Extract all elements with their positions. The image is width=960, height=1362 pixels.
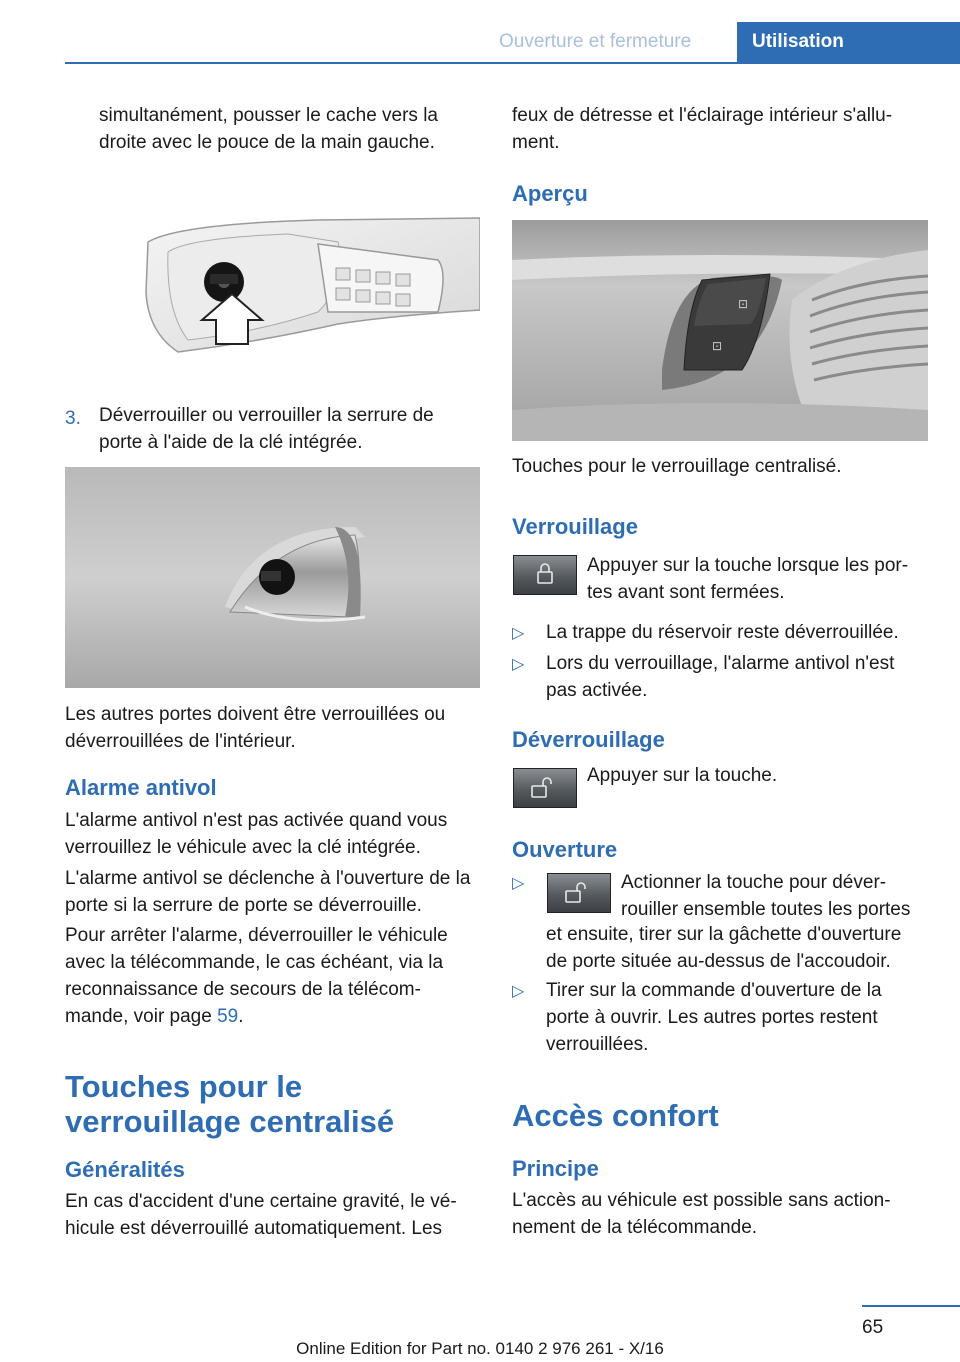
- comfort-access-heading: Accès confort: [512, 1098, 719, 1133]
- bullet-triangle-icon: ▷: [512, 875, 525, 892]
- opening-heading: Ouverture: [512, 837, 618, 862]
- central-locking-buttons-photo: [512, 220, 928, 441]
- general-paragraph: En cas d'accident d'une certaine gravité, le véhicule est déverrouillé automatiquement. Les: [65, 1191, 457, 1239]
- header-rule: [65, 62, 960, 64]
- hazard-lights-paragraph: feux de détresse et l'éclairage intérieur s'allument.: [512, 105, 893, 153]
- step-number: 3.: [65, 408, 81, 429]
- page-number: 65: [862, 1317, 884, 1338]
- opening-bullet-2: Tirer sur la commande d'ouverture de la porte à ouvrir. Les autres portes restent verrouillées.: [546, 980, 882, 1055]
- alarm-paragraph-2: L'alarme antivol se déclenche à l'ouverture de la porte si la serrure de porte se déverrouille.: [65, 868, 471, 916]
- opening-bullet-1-rest: et ensuite, tirer sur la gâchette d'ouverture de porte située au-dessus de l'accoudoir.: [546, 924, 902, 972]
- intro-paragraph: simultanément, pousser le cache vers la droite avec le pouce de la main gauche.: [99, 105, 438, 153]
- alarm-paragraph-1: L'alarme antivol n'est pas activée quand vous verrouillez le véhicule avec la clé intégrée.: [65, 810, 448, 858]
- header-tab-label: Utilisation: [752, 31, 844, 52]
- key-cover-photo: [138, 212, 480, 374]
- footer-rule: [862, 1305, 960, 1307]
- locking-heading: Verrouillage: [512, 514, 638, 539]
- unlock-button-icon: [513, 768, 577, 808]
- locking-bullet-1: La trappe du réservoir reste déverrouillée.: [546, 622, 899, 643]
- svg-text:⊡: ⊡: [738, 297, 749, 311]
- door-handle-illustration: [65, 467, 480, 688]
- header-section-title: Ouverture et fermeture: [499, 31, 692, 52]
- alarm-paragraph-3-end: .: [238, 1006, 244, 1027]
- key-cover-illustration: [138, 212, 480, 374]
- page-link[interactable]: 59: [217, 1006, 239, 1027]
- footer-edition: Online Edition for Part no. 0140 2 976 261 - X/16: [296, 1339, 664, 1358]
- alarm-paragraph-3-text: Pour arrêter l'alarme, déverrouiller le véhicule avec la télécommande, le cas échéant, via la reconnaissance de secours de la télécommande, voir page: [65, 925, 448, 1027]
- svg-text:⊡: ⊡: [712, 339, 723, 353]
- bullet-triangle-icon: ▷: [512, 625, 525, 642]
- central-locking-heading: Touches pour le verrouillage centralisé: [65, 1069, 395, 1139]
- unlocking-heading: Déverrouillage: [512, 727, 665, 752]
- alarm-heading: Alarme antivol: [65, 775, 217, 800]
- general-heading: Généralités: [65, 1157, 185, 1182]
- other-doors-paragraph: Les autres portes doivent être verrouillées ou déverrouillées de l'intérieur.: [65, 704, 446, 752]
- unlocking-text: Appuyer sur la touche.: [587, 765, 778, 786]
- header-tab[interactable]: [737, 22, 960, 62]
- lock-button-icon: [513, 555, 577, 595]
- alarm-paragraph-3: [65, 922, 475, 1030]
- door-panel-illustration: [512, 220, 928, 441]
- door-handle-lock-photo: [65, 467, 480, 688]
- locking-bullet-2: Lors du verrouillage, l'alarme antivol n'est pas activée.: [546, 653, 895, 701]
- overview-heading: Aperçu: [512, 181, 588, 206]
- principle-heading: Principe: [512, 1156, 599, 1181]
- bullet-triangle-icon: ▷: [512, 983, 525, 1000]
- open-unlock-button-icon: [547, 873, 611, 913]
- step-3-text: Déverrouiller ou verrouiller la serrure de porte à l'aide de la clé intégrée.: [99, 405, 434, 453]
- locking-text: Appuyer sur la touche lorsque les portes avant sont fermées.: [587, 555, 909, 603]
- bullet-triangle-icon: ▷: [512, 656, 525, 673]
- opening-bullet-1-first: Actionner la touche pour déverrouiller ensemble toutes les portes: [621, 872, 911, 920]
- photo-caption: Touches pour le verrouillage centralisé.: [512, 456, 842, 477]
- principle-text: L'accès au véhicule est possible sans actionnement de la télécommande.: [512, 1190, 891, 1238]
